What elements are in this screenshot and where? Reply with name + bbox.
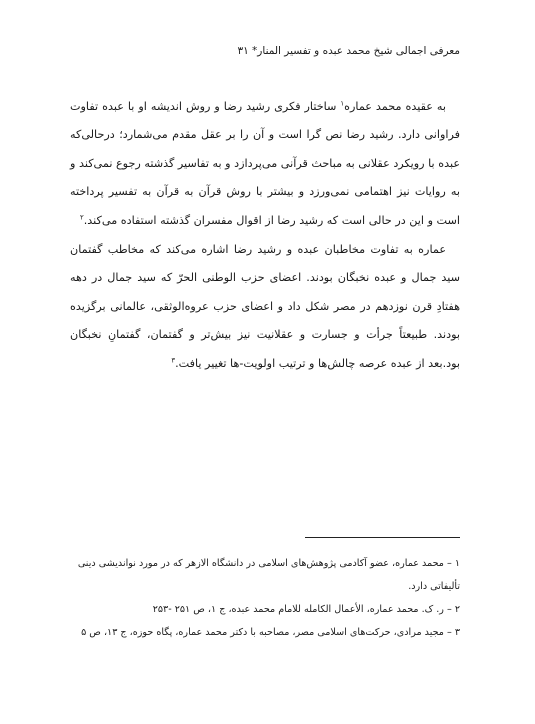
paragraph-1-text-start: به عقیده محمد عماره <box>344 100 446 113</box>
running-header: معرفی اجمالی شیخ محمد عبده و تفسیر المنار* ۳۱ <box>237 45 460 57</box>
footnote-separator <box>305 537 460 538</box>
paragraph-2-text: عماره به تفاوت مخاطبان عبده و رشید رضا اشاره می‌کند که مخاطب گفتمان سید جمال و عبده نخبگان بودند. اعضای حزب الوطنی الحرّ که سید جمال در دهه هفتادِ قرن نوزدهم در مصر شکل داد و اعضای حزب عروه‌الوثقی، عالمانی برگزیده بودند. طبیعتاً جرأت و جسارت و عقلانیت نیز بیش‌تر و گفتمان، گفتمانِ نخبگان بود.بعد از عبده عرصه چالش‌ها و ترتیب اولویت-ها تغییر یافت. <box>70 243 460 370</box>
footnote-marker-1[interactable]: ۱ <box>340 99 345 108</box>
footnote-marker-2[interactable]: ۲ <box>79 212 84 221</box>
footnote-3: ۳ – مجید مرادی، حرکت‌های اسلامی مصر، مصاحبه با دکتر محمد عماره، پگاه حوزه، ج ۱۳، ص ۵ <box>81 627 460 638</box>
paragraph-1 <box>70 93 460 235</box>
footnote-1: ۱ – محمد عماره، عضو آکادمی پژوهش‌های اسلامی در دانشگاه الازهر که در مورد نواندیشی دینی تألیفاتی دارد. <box>77 558 460 592</box>
footnotes <box>70 552 460 644</box>
paragraph-1-text-rest: ساختار فکری رشید رضا و روش اندیشه او با عبده تفاوت فراوانی دارد. رشید رضا نص گرا است و آن را بر عقل مقدم می‌شمارد؛ درحالی‌که عبده با رویکرد عقلانی به مباحث قرآنی می‌پردازد و به تفاسیر گذشته رجوع نمی‌کند و به روایات نیز اهتمامی نمی‌ورزد و بیشتر با روش قرآن به قرآن به تفسیر پرداخته است و این در حالی است که رشید رضا از اقوال مفسران گذشته استفاده می‌کند. <box>70 100 460 227</box>
footnote-marker-3[interactable]: ۳ <box>171 355 176 364</box>
body-text <box>70 93 460 379</box>
paragraph-2 <box>70 236 460 378</box>
footnote-2: ۲ – ر. ک. محمد عماره، الأعمال الکامله للامام محمد عبده، ج ۱، ص ۲۵۱ -۲۵۳ <box>152 604 460 615</box>
